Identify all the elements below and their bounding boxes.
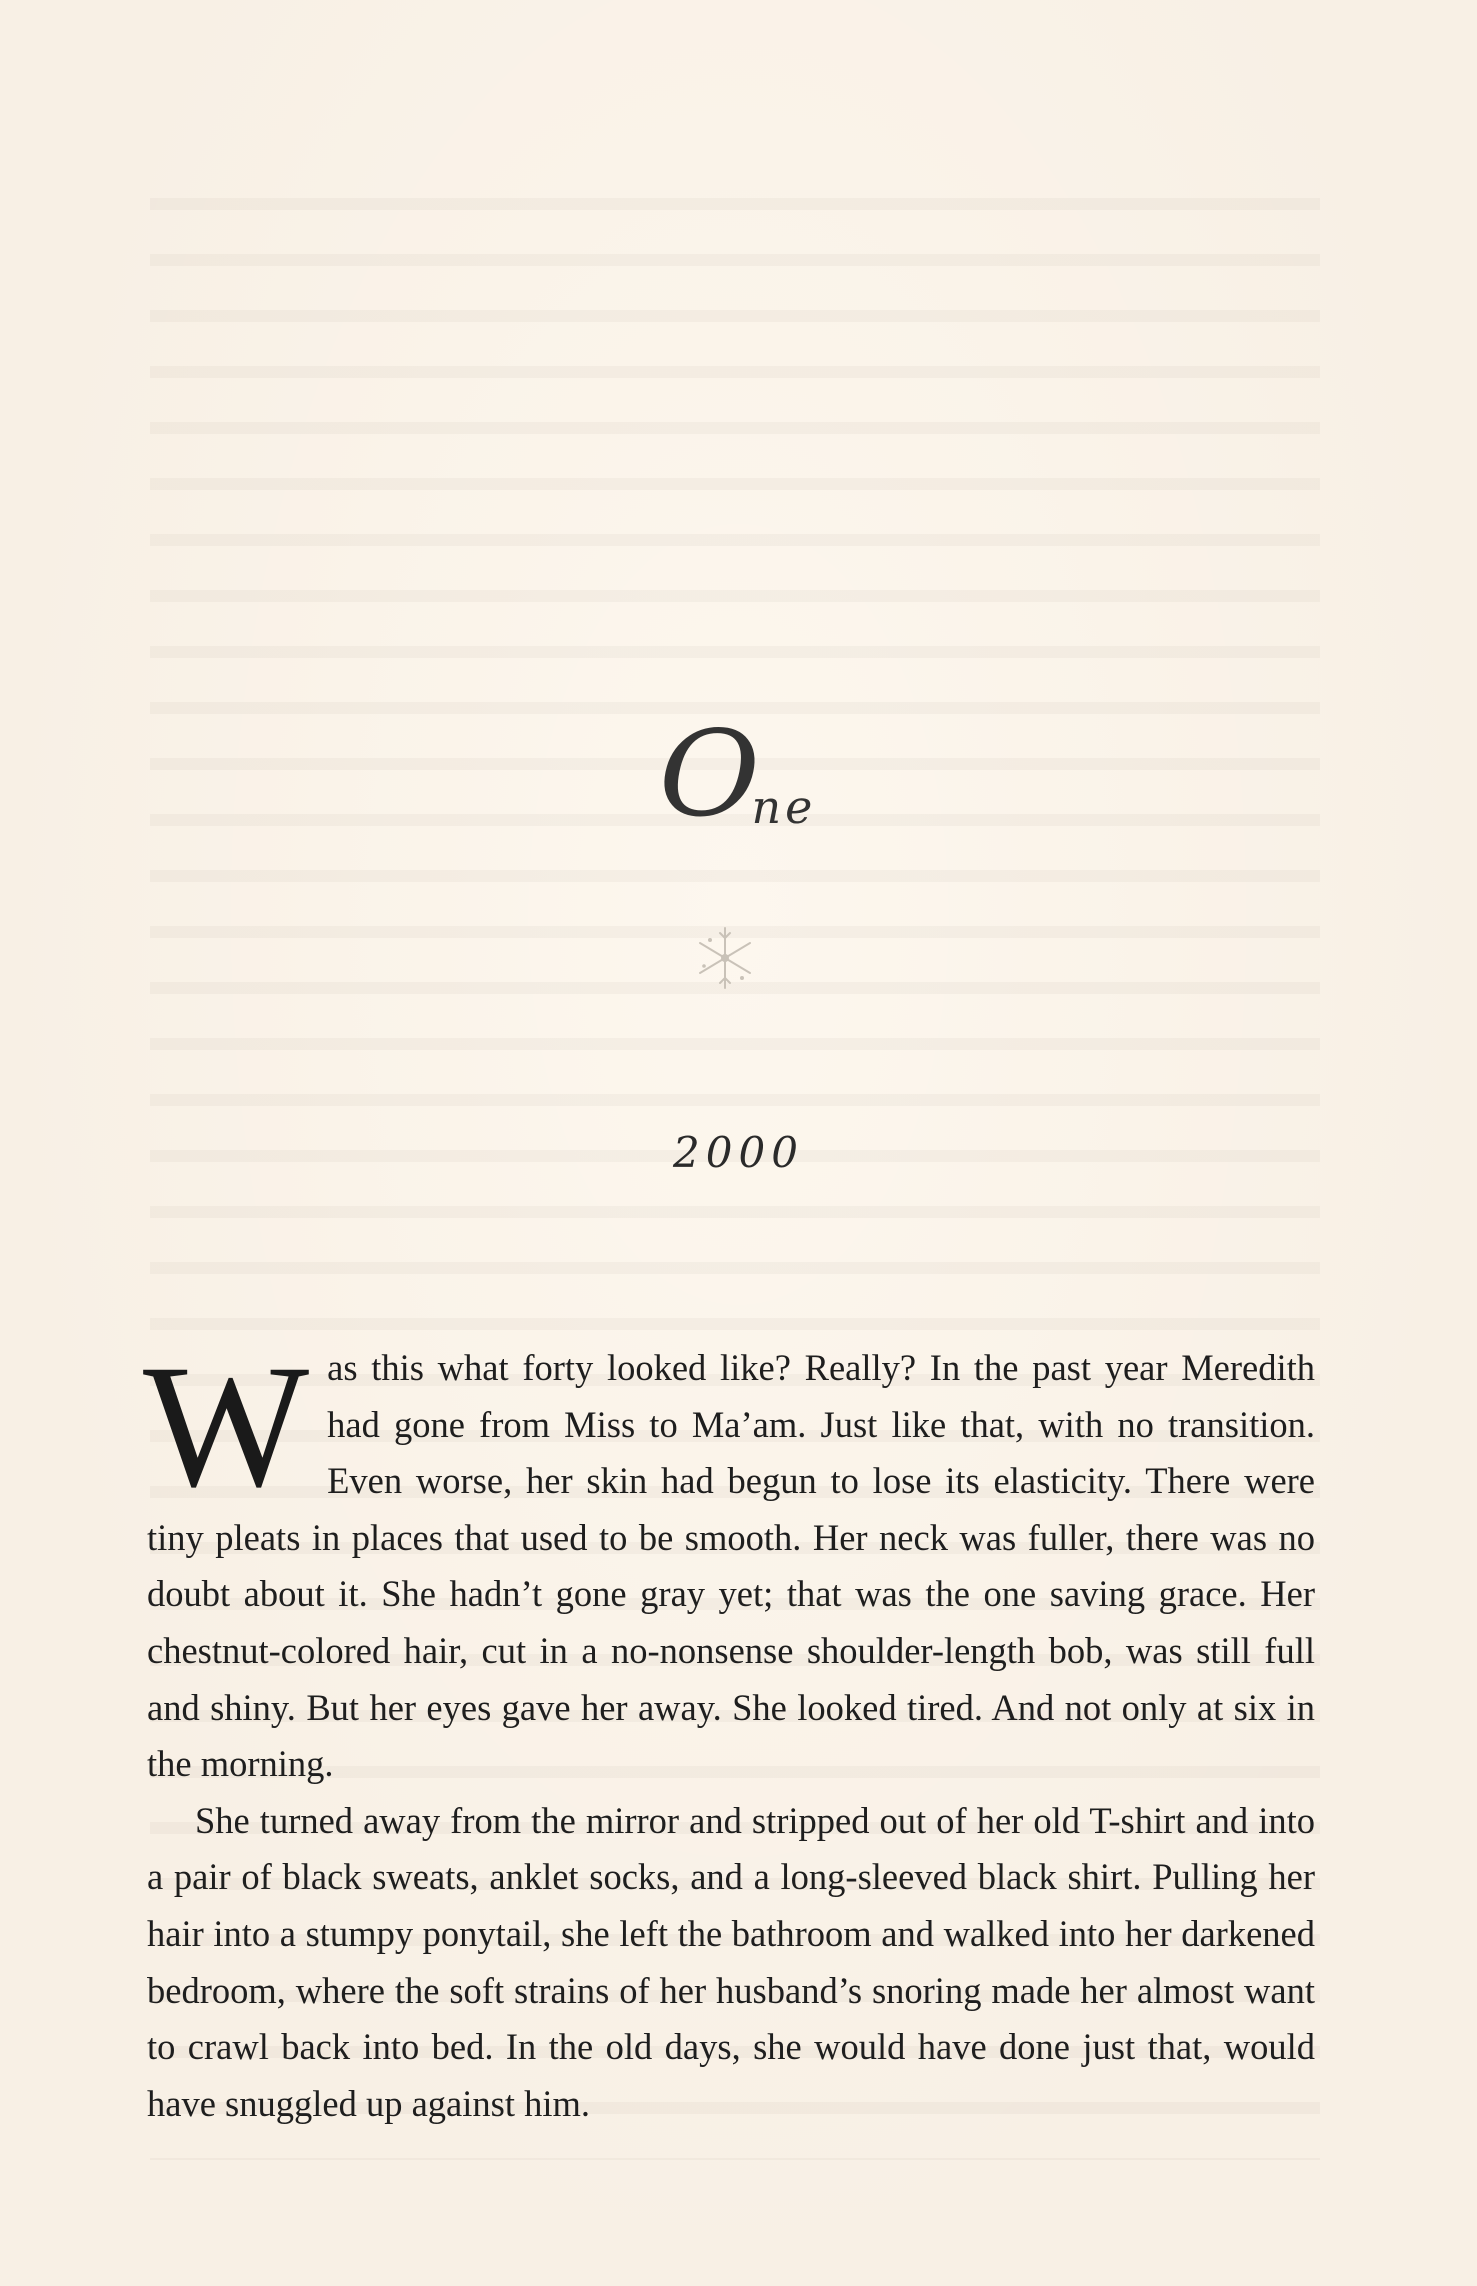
chapter-body bbox=[143, 1329, 1315, 2132]
chapter-title-rest: ne bbox=[751, 780, 817, 834]
paragraph-1 bbox=[143, 1329, 1315, 1793]
paragraph-1-text: as this what forty looked like? Really? In the past year Meredith had gone from Miss to Ma’am. Just like that, with no transition. Even worse, her skin had begun to lose its elasticity. There were tiny pleats in places that used to be smooth. Her neck was fuller, there was no doubt about it. She hadn’t gone gray yet; that was the one saving grace. Her chestnut-colored hair, cut in a no-nonsense shoulder-length bob, was still full and shiny. But her eyes gave her away. She looked tired. And not only at six in the morning. bbox=[147, 1347, 1315, 1785]
chapter-title-initial: O bbox=[658, 705, 760, 843]
paragraph-2: She turned away from the mirror and stripped out of her old T-shirt and into a pair of black sweats, anklet socks, and a long-sleeved black shirt. Pulling her hair into a stumpy ponytail, she left the bathroom and walked into her darkened bedroom, where the soft strains of her husband’s snoring made her almost want to crawl back into bed. In the old days, she would have done just that, would have snuggled up against him. bbox=[147, 1799, 1315, 2124]
snowflake-ornament-icon bbox=[690, 918, 760, 998]
drop-cap: W bbox=[143, 1329, 310, 1524]
chapter-title bbox=[0, 705, 1477, 845]
chapter-year: 2000 bbox=[673, 1128, 804, 1177]
